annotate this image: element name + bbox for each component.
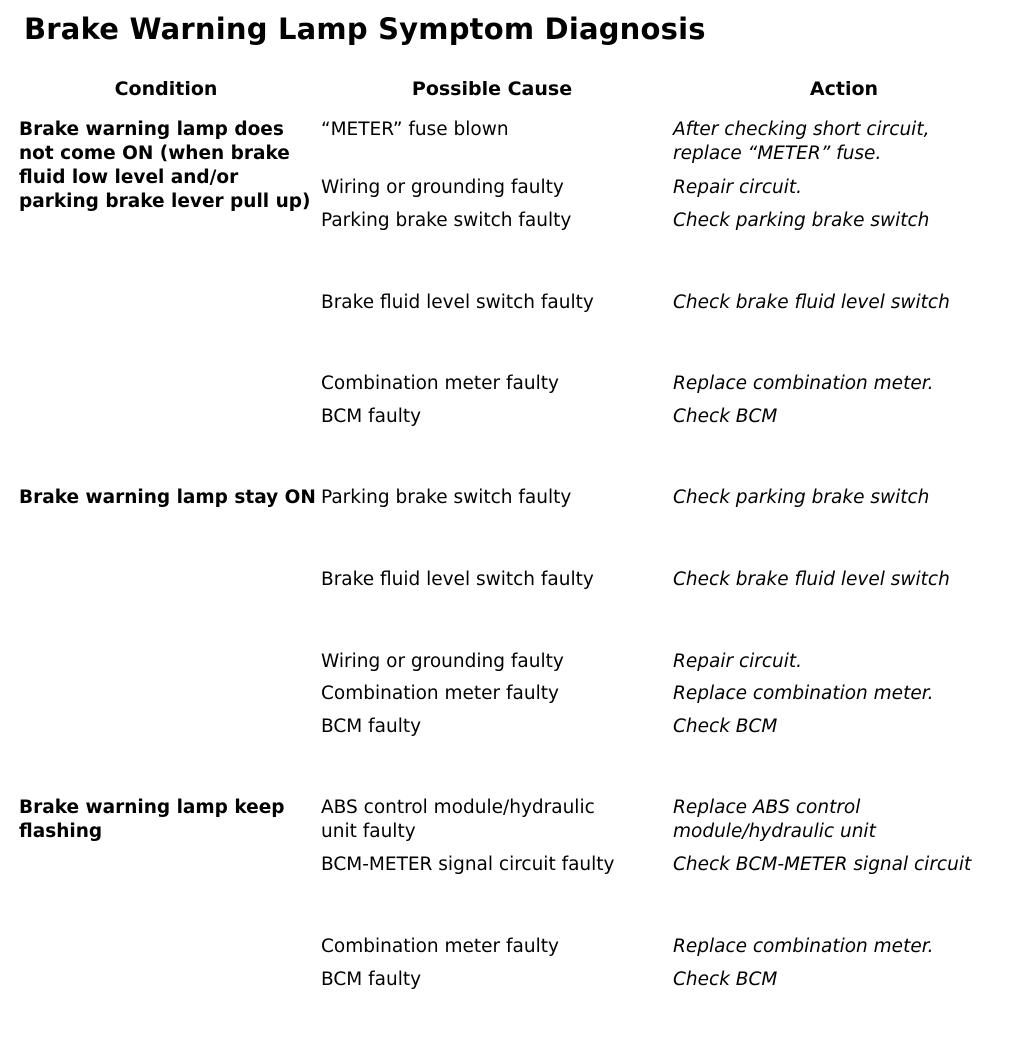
action-line: module/hydraulic unit [673, 821, 876, 842]
action-cell: Replace combination meter. [673, 936, 934, 957]
cause-cell: Brake fluid level switch faulty [321, 569, 594, 590]
column-header-cause: Possible Cause [411, 78, 573, 100]
action-cell: Check brake fluid level switch [673, 569, 950, 590]
action-cell: Check BCM [673, 716, 778, 737]
action-cell: Check BCM [673, 406, 778, 427]
condition-lamp-flashing: Brake warning lamp keep flashing [19, 797, 285, 842]
column-header-condition: Condition [114, 78, 218, 100]
cause-cell: Combination meter faulty [321, 936, 559, 957]
condition-lamp-stay-on: Brake warning lamp stay ON [19, 487, 316, 508]
cause-cell: BCM faulty [321, 969, 422, 990]
action-cell [673, 118, 1018, 166]
action-cell: Check BCM [673, 969, 778, 990]
action-line: Replace ABS control [673, 797, 861, 818]
action-cell: Check brake fluid level switch [673, 292, 950, 313]
action-cell: Replace combination meter. [673, 373, 934, 394]
cause-line: ABS control module/hydraulic [321, 797, 595, 818]
action-cell [673, 796, 1018, 844]
action-cell: Repair circuit. [673, 651, 803, 672]
cause-cell: BCM-METER signal circuit faulty [321, 854, 615, 875]
action-cell: Repair circuit. [673, 177, 803, 198]
action-cell: Check BCM-METER signal circuit [673, 854, 972, 875]
cause-line: unit faulty [321, 821, 416, 842]
cause-cell: “METER” fuse blown [321, 119, 509, 140]
action-line: After checking short circuit, [673, 119, 930, 140]
cause-cell: Brake fluid level switch faulty [321, 292, 594, 313]
cause-cell: BCM faulty [321, 406, 422, 427]
condition-lamp-not-on: Brake warning lamp does not come ON (when brake fluid low level and/or parking brake lever pull up) [19, 119, 311, 212]
action-cell: Check parking brake switch [673, 487, 930, 508]
cause-cell: Wiring or grounding faulty [321, 651, 564, 672]
cause-cell: Combination meter faulty [321, 683, 559, 704]
cause-cell [321, 796, 666, 844]
cause-cell: Combination meter faulty [321, 373, 559, 394]
cause-cell: Parking brake switch faulty [321, 210, 572, 231]
action-cell: Replace combination meter. [673, 683, 934, 704]
page-title: Brake Warning Lamp Symptom Diagnosis [24, 12, 706, 46]
action-line: replace “METER” fuse. [673, 143, 882, 164]
column-header-action: Action [809, 78, 879, 100]
cause-cell: Wiring or grounding faulty [321, 177, 564, 198]
action-cell: Check parking brake switch [673, 210, 930, 231]
cause-cell: Parking brake switch faulty [321, 487, 572, 508]
cause-cell: BCM faulty [321, 716, 422, 737]
